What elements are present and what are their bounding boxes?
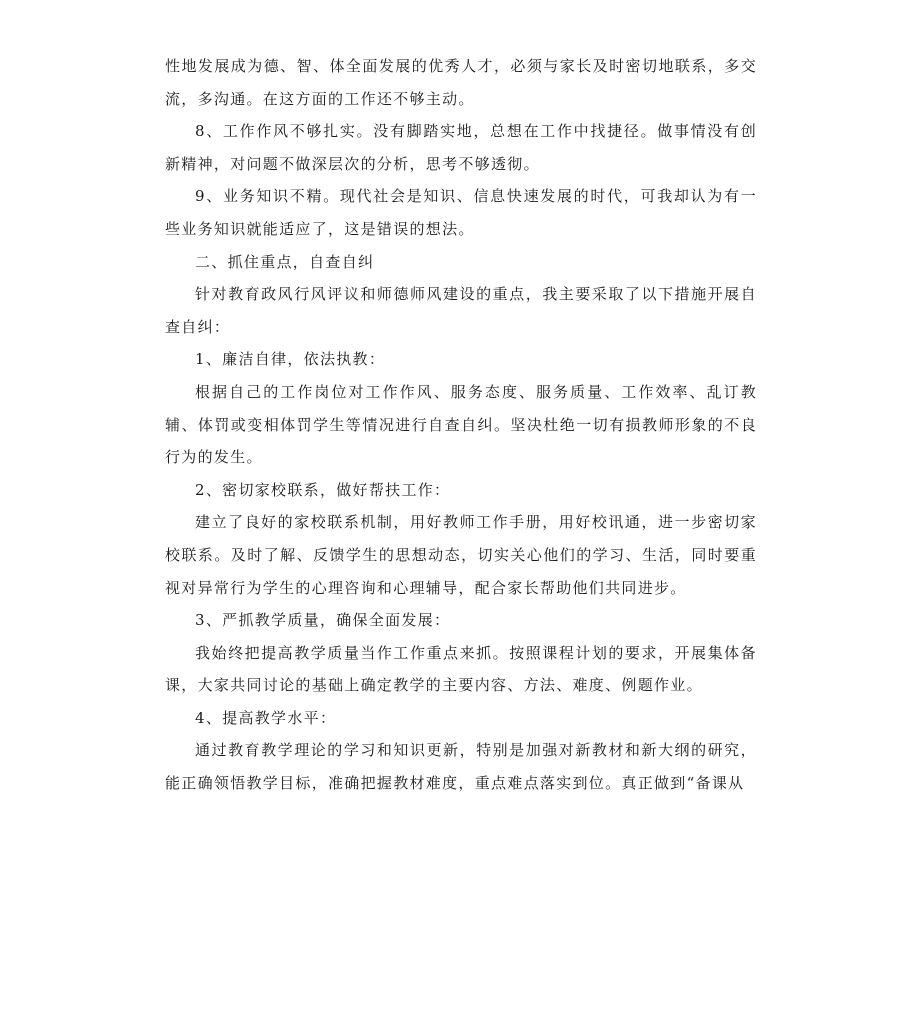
- subheading-2: 2、密切家校联系，做好帮扶工作：: [195, 480, 451, 499]
- paragraph-subsection-1: 根据自己的工作岗位对工作作风、服务态度、服务质量、工作效率、乱订教辅、体罚或变相体罚学生等情况进行自查自纠。坚决杜绝一切有损教师形象的不良行为的发生。: [165, 382, 757, 467]
- subheading-1: 1、廉洁自律，依法执教：: [195, 350, 386, 369]
- paragraph-item-8: 8、工作作风不够扎实。没有脚踏实地，总想在工作中找捷径。做事情没有创新精神，对问题不做深层次的分析，思考不够透彻。: [165, 122, 757, 173]
- paragraph-continuation: 性地发展成为德、智、体全面发展的优秀人才，必须与家长及时密切地联系，多交流，多沟通。在这方面的工作还不够主动。: [165, 57, 757, 108]
- paragraph-section-intro: 针对教育政风行风评议和师德师风建设的重点，我主要采取了以下措施开展自查自纠：: [165, 285, 757, 336]
- subheading-3: 3、严抓教学质量，确保全面发展：: [195, 611, 451, 630]
- paragraph-subsection-3: 我始终把提高教学质量当作工作重点来抓。按照课程计划的要求，开展集体备课，大家共同讨论的基础上确定教学的主要内容、方法、难度、例题作业。: [165, 643, 757, 695]
- paragraph-item-9: 9、业务知识不精。现代社会是知识、信息快速发展的时代，可我却认为有一些业务知识就能适应了，这是错误的想法。: [165, 187, 757, 238]
- subheading-4: 4、提高教学水平：: [195, 708, 337, 727]
- paragraph-subsection-4: 通过教育教学理论的学习和知识更新，特别是加强对新教材和新大纲的研究，能正确领悟教学目标，准确把握教材难度，重点难点落实到位。真正做到“备课从: [165, 741, 757, 793]
- paragraph-subsection-2: 建立了良好的家校联系机制，用好教师工作手册，用好校讯通，进一步密切家校联系。及时了解、反馈学生的思想动态，切实关心他们的学习、生活，同时要重视对异常行为学生的心理咨询和心理辅导，配合家长帮助他们共同进步。: [165, 513, 757, 597]
- section-heading-2: 二、抓住重点，自查自纠: [195, 252, 375, 271]
- document-page: [165, 50, 757, 800]
